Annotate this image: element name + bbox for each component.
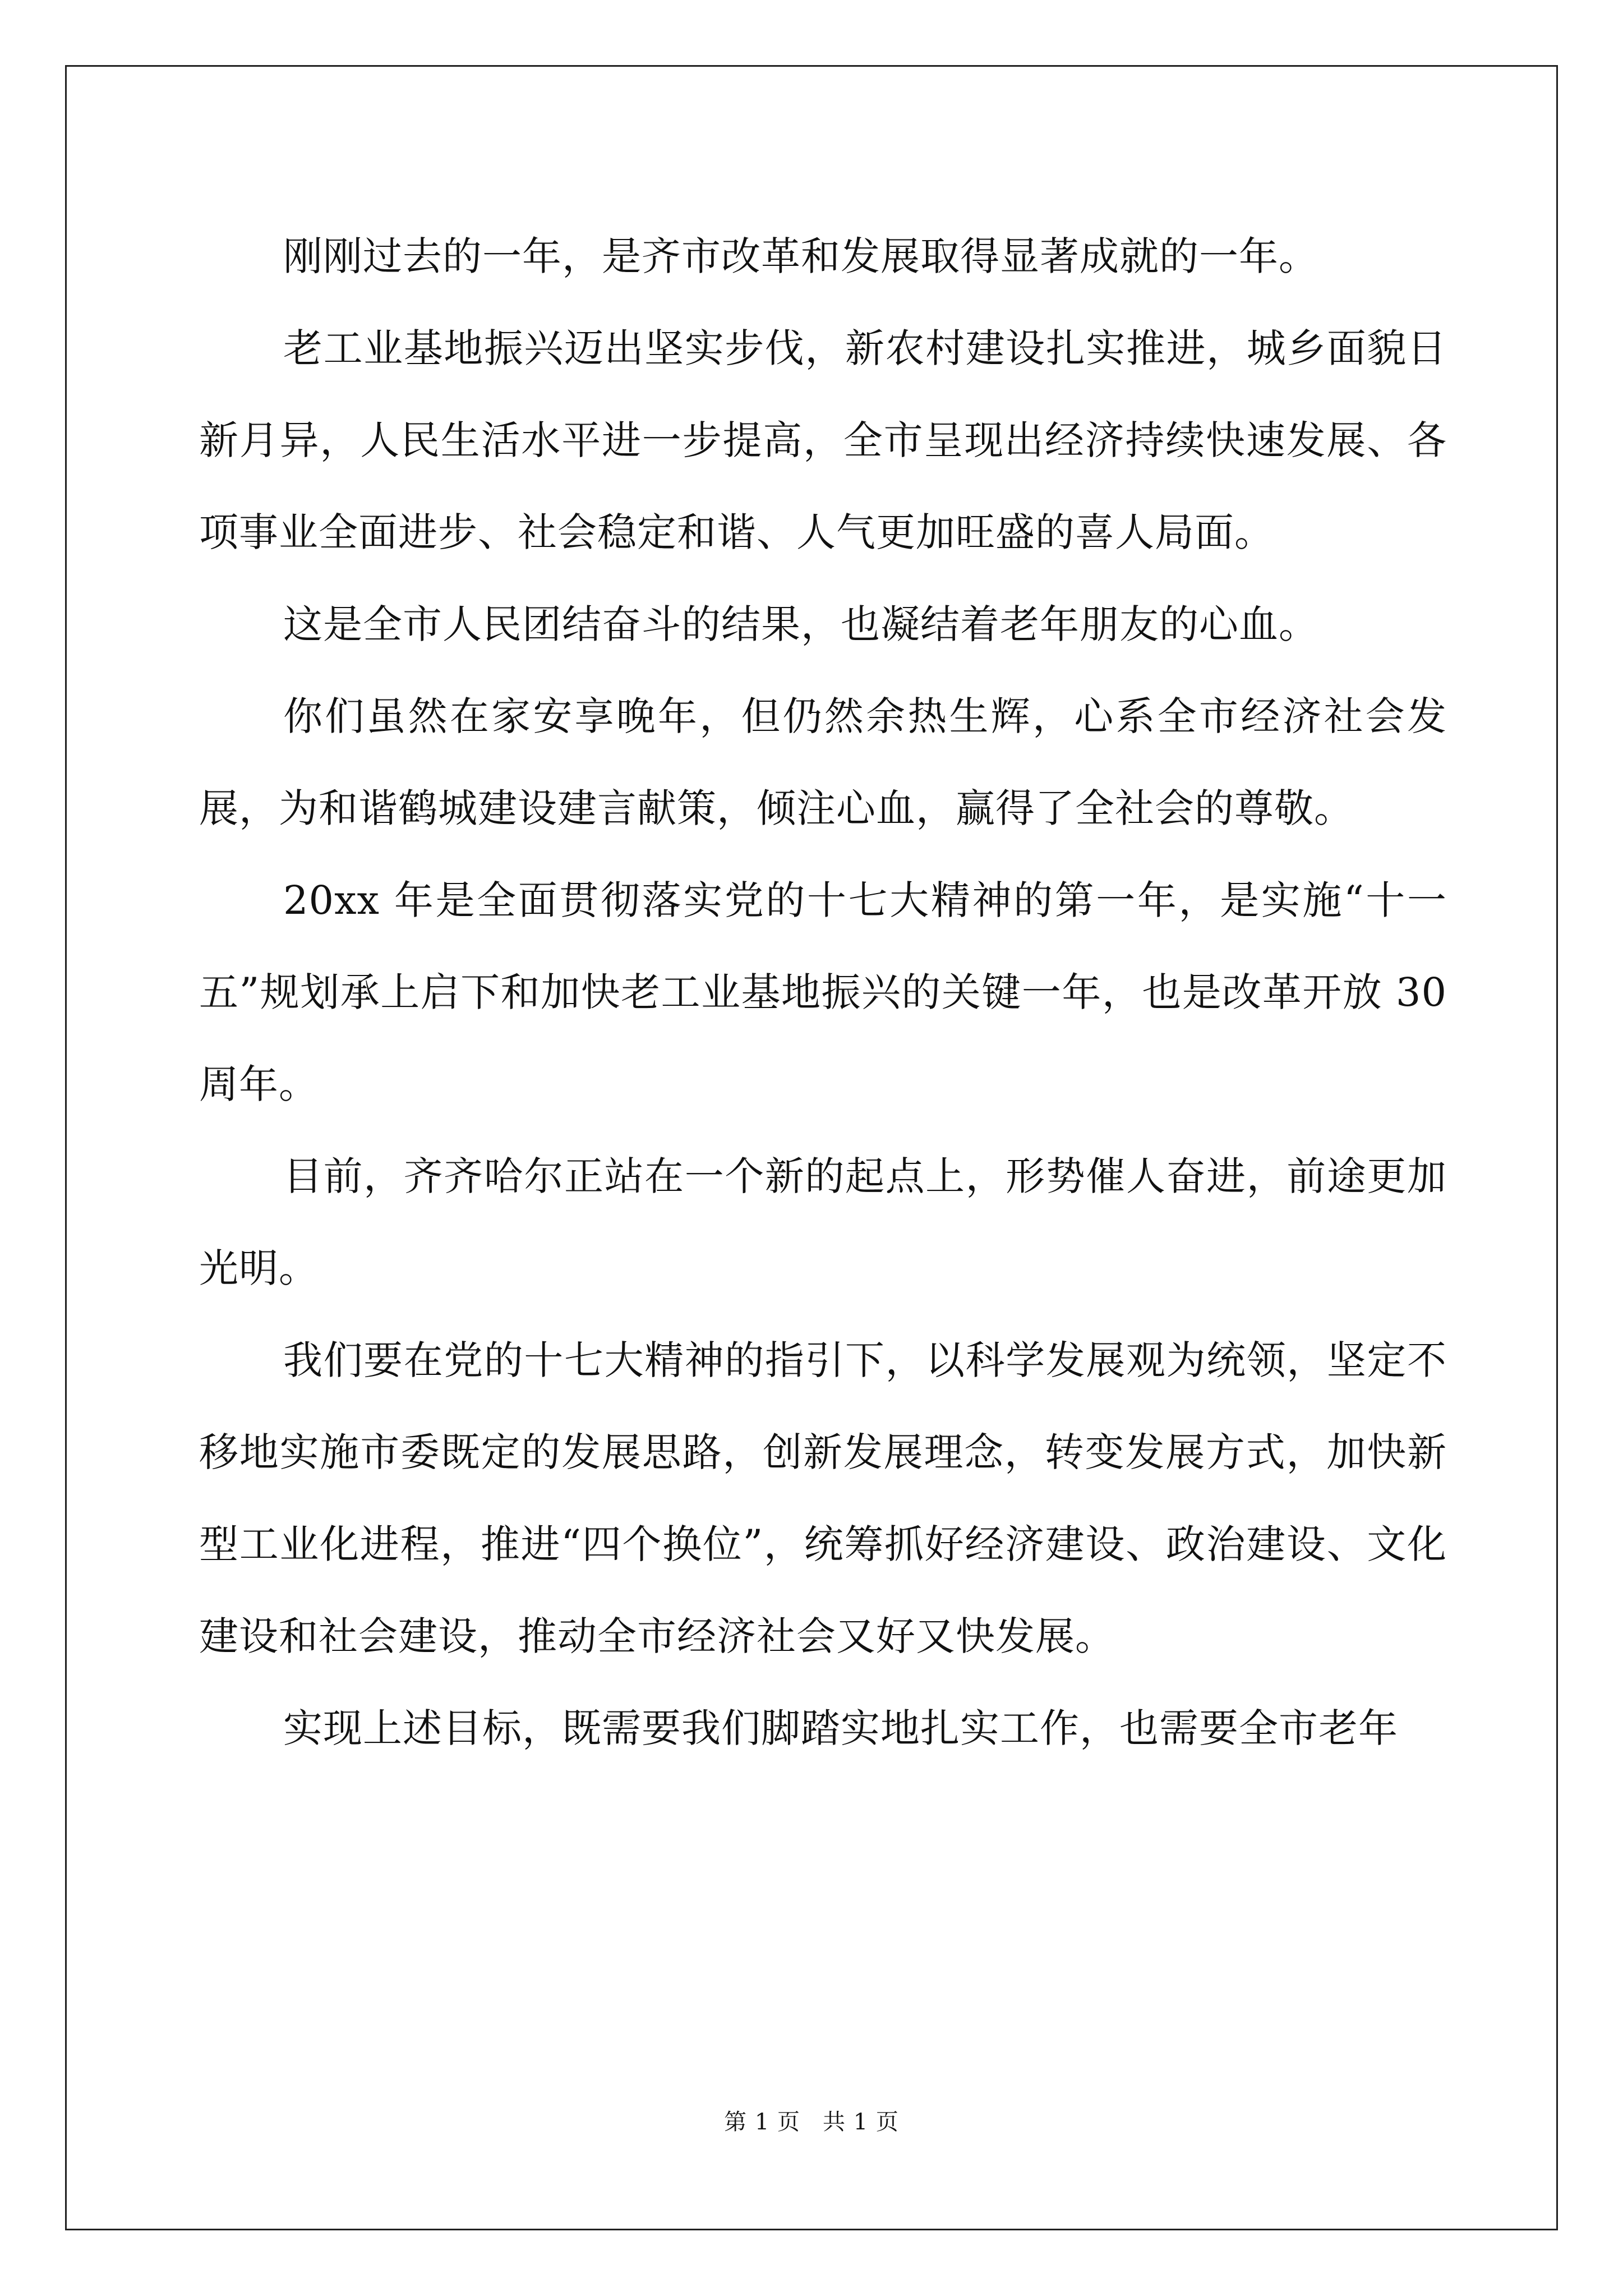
- paragraph: 你们虽然在家安享晚年，但仍然余热生辉，心系全市经济社会发展，为和谐鹤城建设建言献策，倾注心血，赢得了全社会的尊敬。: [199, 693, 1447, 831]
- paragraph: 这是全市人民团结奋斗的结果，也凝结着老年朋友的心血。: [283, 601, 1318, 647]
- page-footer: [0, 2106, 1623, 2138]
- page-total: 共 1 页: [823, 2109, 899, 2135]
- paragraph: 20xx 年是全面贯彻落实党的十七大精神的第一年，是实施“十一五”规划承上启下和加快老工业基地振兴的关键一年，也是改革开放 30 周年。: [199, 877, 1447, 1107]
- paragraph: 目前，齐齐哈尔正站在一个新的起点上，形势催人奋进，前途更加光明。: [199, 1153, 1447, 1291]
- paragraph: 我们要在党的十七大精神的指引下，以科学发展观为统领，坚定不移地实施市委既定的发展思路，创新发展理念，转变发展方式，加快新型工业化进程，推进“四个换位”，统筹抓好经济建设、政治建设、文化建设和社会建设，推动全市经济社会又好又快发展。: [199, 1337, 1447, 1659]
- page-number: 第 1 页: [724, 2109, 800, 2135]
- paragraph: 刚刚过去的一年，是齐市改革和发展取得显著成就的一年。: [283, 233, 1318, 279]
- document-body: [199, 210, 1447, 1774]
- paragraph: 实现上述目标，既需要我们脚踏实地扎实工作，也需要全市老年: [283, 1705, 1398, 1751]
- paragraph: 老工业基地振兴迈出坚实步伐，新农村建设扎实推进，城乡面貌日新月异，人民生活水平进一步提高，全市呈现出经济持续快速发展、各项事业全面进步、社会稳定和谐、人气更加旺盛的喜人局面。: [199, 325, 1447, 555]
